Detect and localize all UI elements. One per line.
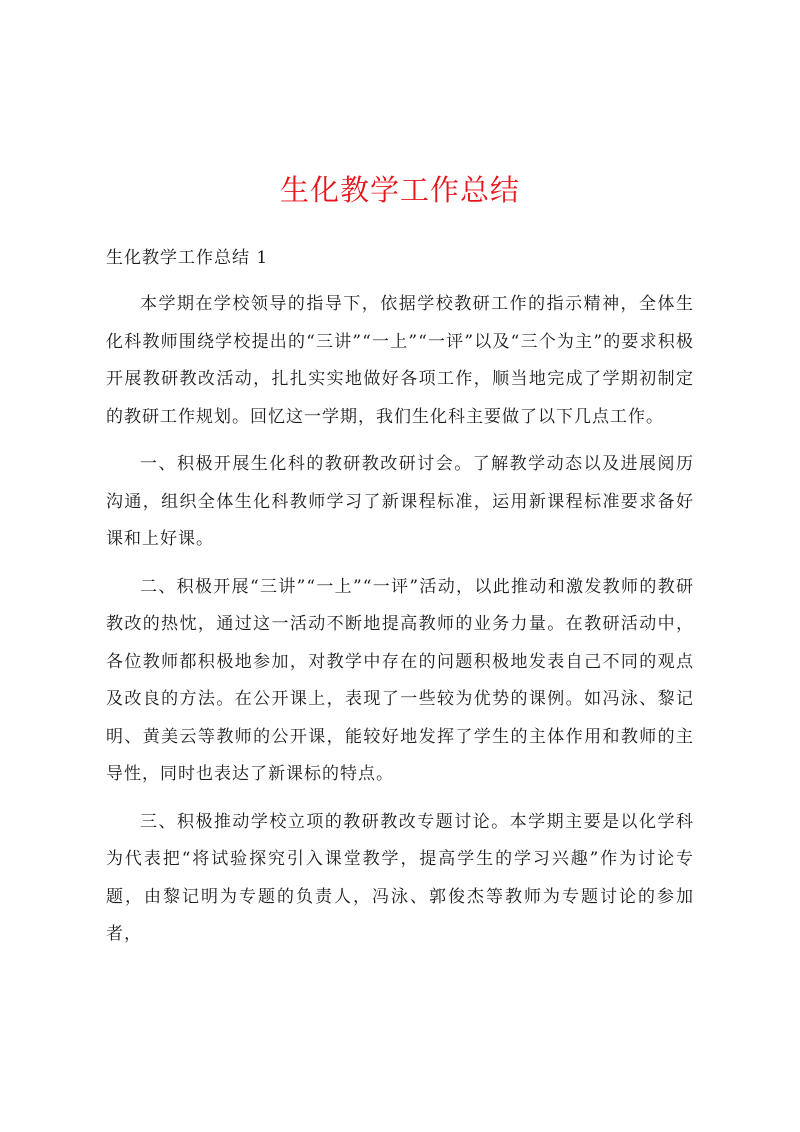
paragraph-intro: 本学期在学校领导的指导下，依据学校教研工作的指示精神，全体生化科教师围绕学校提出的“三讲”“一上”“一评”以及“三个为主”的要求积极开展教研教改活动，扎扎实实地做好各项工作，顺当地完成了学期初制定的教研工作规划。回忆这一学期，我们生化科主要做了以下几点工作。 [106,294,694,427]
document-title: 生化教学工作总结 [279,173,520,207]
paragraph-item-3: 三、积极推动学校立项的教研教改专题讨论。本学期主要是以化学科为代表把“将试验探究引入课堂教学，提高学生的学习兴趣”作为讨论专题，由黎记明为专题的负责人，冯泳、郭俊杰等教师为专题讨论的参加者， [106,811,694,944]
section-subtitle: 生化教学工作总结 1 [106,248,269,268]
paragraph-item-1: 一、积极开展生化科的教研教改研讨会。了解教学动态以及进展阅历沟通，组织全体生化科教师学习了新课程标准，运用新课程标准要求备好课和上好课。 [106,454,694,549]
paragraph-item-2: 二、积极开展“三讲”“一上”“一评”活动，以此推动和激发教师的教研教改的热忱，通过这一活动不断地提高教师的业务力量。在教研活动中，各位教师都积极地参加，对教学中存在的问题积极地发表自己不同的观点及改良的方法。在公开课上，表现了一些较为优势的课例。如冯泳、黎记明、黄美云等教师的公开课，能较好地发挥了学生的主体作用和教师的主导性，同时也表达了新课标的特点。 [106,576,694,784]
document-body [106,240,694,954]
